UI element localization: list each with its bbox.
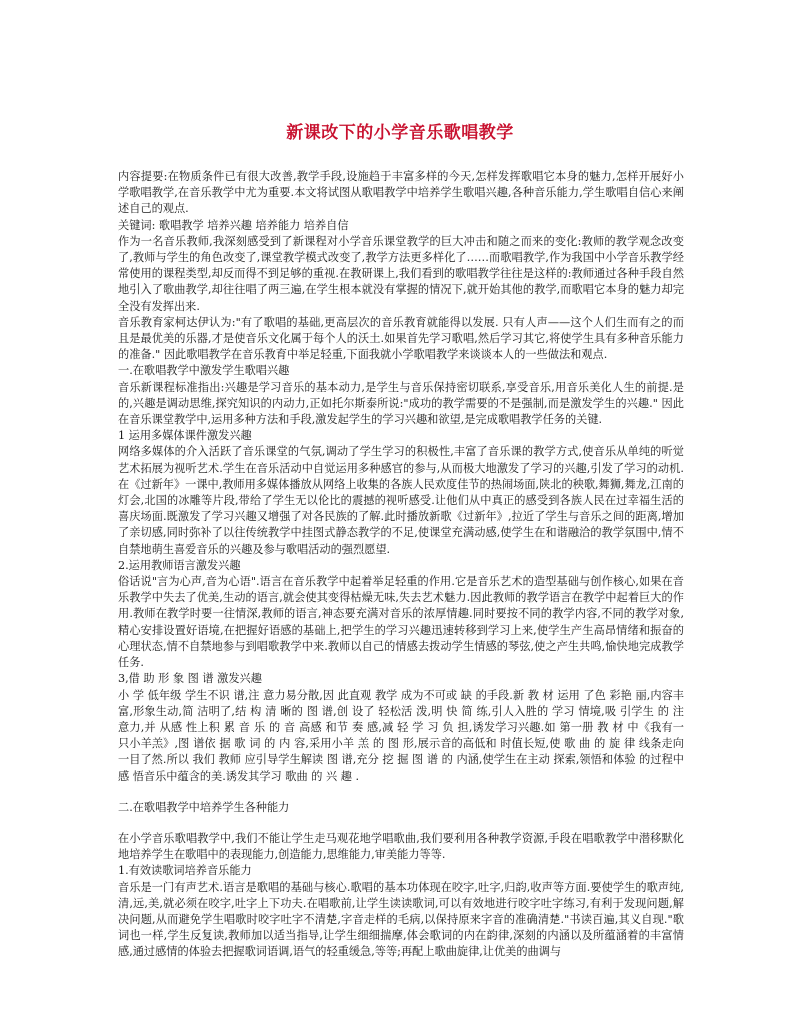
- body-paragraph: 作为一名音乐教师,我深刻感受到了新课程对小学音乐课堂教学的巨大冲击和随之而来的变化:教师的教学观念改变了,教师与学生的角色改变了,课堂教学模式改变了,教学方法更多样化了……而歌唱教学,作为我国中小学音乐教学经常使用的课程类型,却反而得不到足够的重视.在教研课上,我们看到的歌唱教学往往是这样的:教师通过各种手段自然地引入了歌曲教学,却往往唱了两三遍,在学生根本就没有掌握的情况下,就开始其他的教学,而歌唱它本身的魅力却完全没有发挥出来.: [118, 234, 684, 313]
- body-paragraph: 在小学音乐歌唱教学中,我们不能让学生走马观花地学唱歌曲,我们要利用各种教学资源,手段在唱歌教学中潜移默化地培养学生在歌唱中的表现能力,创造能力,思维能力,审美能力等等.: [118, 831, 684, 862]
- section-heading: 二.在歌唱教学中培养学生各种能力: [118, 800, 290, 814]
- body-paragraph: 音乐新课程标准指出:兴趣是学习音乐的基本动力,是学生与音乐保持密切联系,享受音乐,用音乐美化人生的前提.是的,兴趣是调动思维,探究知识的内动力,正如托尔斯泰所说:"成功的教学需要的不是强制,而是激发学生的兴趣." 因此在音乐课堂教学中,运用多种方法和手段,激发起学生的学习兴趣和欲望,是完成歌唱教学任务的关键.: [118, 380, 684, 427]
- subsection-heading: 3,借 助 形 象 图 谱 激发兴趣: [118, 672, 262, 686]
- body-paragraph: 俗话说"言为心声,音为心语".语言在音乐教学中起着举足轻重的作用.它是音乐艺术的造型基础与创作核心,如果在音乐教学中失去了优美,生动的语言,就会使其变得枯燥无味,失去艺术魅力.因此教师的教学语言在教学中起着巨大的作用.教师在教学时要一往情深,教师的语言,神态要充满对音乐的浓厚情趣.同时要按不同的教学内容,不同的教学对象,精心安排设置好语境,在把握好语感的基础上,把学生的学习兴趣迅速转移到学习上来,使学生产生高昂情绪和振奋的心理状态,情不自禁地参与到唱歌教学中来.教师以自己的情感去拨动学生情感的琴弦,使之产生共鸣,愉快地完成教学任务.: [118, 575, 684, 670]
- subsection-heading: 2.运用教师语言激发兴趣: [118, 558, 241, 572]
- body-paragraph: 网络多媒体的介入活跃了音乐课堂的气氛,调动了学生学习的积极性,丰富了音乐课的教学方式,使音乐从单纯的听觉艺术拓展为视听艺术.学生在音乐活动中自觉运用多种感官的参与,从而极大地激发了学习的兴趣,引发了学习的动机.在《过新年》一课中,教师用多媒体播放从网络上收集的各族人民欢度佳节的热闹场面,陕北的秧歌,舞狮,舞龙,江南的灯会,北国的冰雕等片段,带给了学生无以伦比的震撼的视听感受.让他们从中真正的感受到各族人民在过幸福生活的喜庆场面.既激发了学习兴趣又增强了对各民族的了解.此时播放新歌《过新年》,拉近了学生与音乐之间的距离,增加了亲切感,同时弥补了以往传统教学中挂图式静态教学的不足,使课堂充满动感,使学生在和谐融洽的教学氛围中,情不自禁地萌生喜爱音乐的兴趣及参与歌唱活动的强烈愿望.: [118, 445, 684, 556]
- keywords-line: 关键词: 歌唱教学 培养兴趣 培养能力 培养自信: [118, 218, 349, 232]
- subsection-heading: 1 运用多媒体课件激发兴趣: [118, 429, 252, 443]
- document-body: [118, 169, 684, 961]
- body-paragraph: 小 学 低年级 学生不识 谱,注 意力易分散,因 此直观 教学 成为不可或 缺 的手段.新 教 材 运用 了色 彩艳 丽,内容丰 富,形象生动,简 洁明了,结 构 清 晰的 图 谱,创 设了 轻松活 泼,明 快 简 练,引人入胜的 学习 情境,吸 引学生 的 注意力,并 从感 性上积 累 音 乐 的 音 高感 和节 奏 感,减 轻 学 习 负 担,诱发学习兴趣.如 第一册 教 材 中《我有一只小羊羔》,图 谱依 据 歌 词 的 内 容,采用小羊 羔 的 图 形,展示音的高低和 时值长短,使 歌 曲 的 旋 律 线条走向一目了然.所以 我们 教师 应引导学生解读 图 谱,充分 挖 掘 图 谱 的 内涵,使学生在主动 探索,领悟和体验 的过程中感 悟音乐中蕴含的美.诱发其学习 歌曲 的 兴 趣 .: [118, 688, 684, 783]
- subsection-heading: 1.有效读歌词培养音乐能力: [118, 864, 252, 878]
- section-heading: 一.在歌唱教学中激发学生歌唱兴趣: [118, 364, 290, 378]
- body-paragraph: 音乐教育家柯达伊认为:"有了歌唱的基础,更高层次的音乐教育就能得以发展. 只有人声——这个人们生而有之的而且是最优美的乐器,才是使音乐文化属于每个人的沃土.如果首先学习歌唱,然后学习其它,将使学生具有多种音乐能力的准备." 因此歌唱教学在音乐教育中举足轻重,下面我就小学歌唱教学来谈谈本人的一些做法和观点.: [118, 315, 684, 362]
- body-paragraph: 音乐是一门有声艺术.语言是歌唱的基础与核心.歌唱的基本功体现在咬字,吐字,归韵,收声等方面.要使学生的歌声纯,清,远,美,就必须在咬字,吐字上下功夫.在唱歌前,让学生读读歌词,可以有效地进行咬字吐字练习,有利于发现问题,解决问题,从而避免学生唱歌时咬字吐字不清楚,字音走样的毛病,以保持原来字音的准确清楚."书读百遍,其义自现."歌词也一样,学生反复读,教师加以适当指导,让学生细细揣摩,体会歌词的内在韵律,深刻的内涵以及所蕴涵着的丰富情感,通过感情的体验去把握歌词语调,语气的轻重缓急,等等;再配上歌曲旋律,让优美的曲调与: [118, 880, 684, 959]
- abstract-paragraph: 内容提要:在物质条件已有很大改善,教学手段,设施趋于丰富多样的今天,怎样发挥歌唱它本身的魅力,怎样开展好小学歌唱教学,在音乐教学中尤为重要.本文将试图从歌唱教学中培养学生歌唱兴趣,各种音乐能力,学生歌唱自信心来阐述自己的观点.: [118, 170, 684, 216]
- document-title: 新课改下的小学音乐歌唱教学: [286, 123, 514, 143]
